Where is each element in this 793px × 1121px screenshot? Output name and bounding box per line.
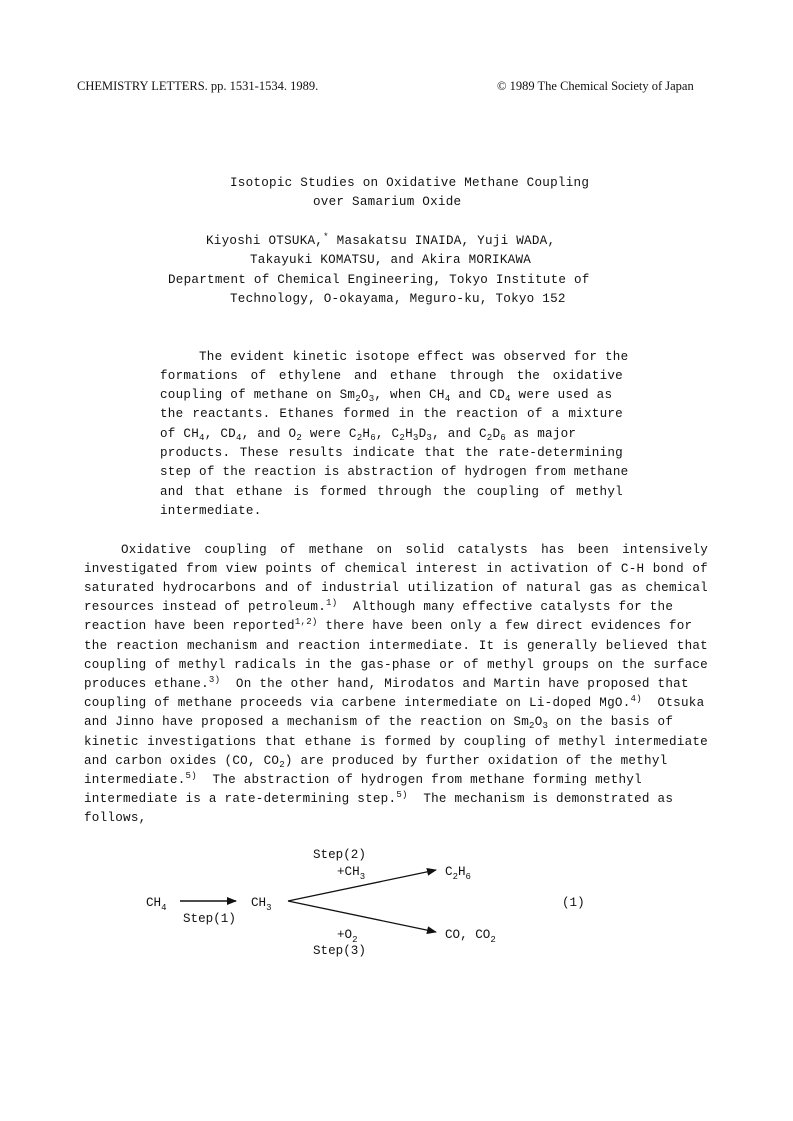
abstract-line: coupling of methane on $Sm_2O_3$, when $CH_4$ and $CD_4$ were used as — [160, 388, 613, 405]
body-line: the reaction mechanism and reaction intermediate. It is generally believed that — [84, 639, 708, 653]
body-line: coupling of methyl radicals in the gas-phase or of methyl groups on the surface — [84, 658, 708, 672]
reagent-o2: $+O_2$ — [337, 928, 358, 945]
abstract-line: step of the reaction is abstraction of hydrogen from methane — [160, 465, 629, 479]
product-co-co2: CO, $CO_2$ — [445, 928, 496, 945]
label-step-2: Step(2) — [313, 848, 366, 862]
reactant-ch4: $CH_4$ — [146, 896, 167, 913]
product-c2h6: $C_2H_6$ — [445, 865, 471, 882]
body-line: coupling of methane proceeds via carbene intermediate on Li-doped MgO.$^{4)}$ Otsuka — [84, 693, 705, 710]
paper-title-line-2: over Samarium Oxide — [313, 195, 462, 209]
body-line: Oxidative coupling of methane on solid catalysts has been intensively — [121, 543, 708, 557]
abstract-line: The evident kinetic isotope effect was observed for the — [199, 350, 629, 364]
abstract-line: and that ethane is formed through the coupling of methyl — [160, 485, 623, 499]
body-line: reaction have been reported$^{1,2)}$ there have been only a few direct evidences for — [84, 616, 693, 633]
journal-citation: CHEMISTRY LETTERS. pp. 1531-1534. 1989. — [77, 79, 319, 93]
reagent-ch3: $+CH_3$ — [337, 865, 366, 882]
intermediate-ch3: $CH_3$ — [251, 896, 272, 913]
abstract-line: the reactants. Ethanes formed in the reaction of a mixture — [160, 407, 623, 421]
copyright-notice: © 1989 The Chemical Society of Japan — [497, 79, 694, 93]
body-line: follows, — [84, 811, 147, 825]
body-line: kinetic investigations that ethane is formed by coupling of methyl intermediate — [84, 735, 708, 749]
authors-line-1: Kiyoshi OTSUKA,* Masakatsu INAIDA, Yuji WADA, — [206, 231, 556, 248]
abstract-line: intermediate. — [160, 504, 262, 518]
reference-mark: 3) — [208, 674, 221, 686]
body-line: saturated hydrocarbons and of industrial utilization of natural gas as chemical — [84, 581, 708, 595]
abstract-line: formations of ethylene and ethane through the oxidative — [160, 369, 623, 383]
reference-mark: 1) — [326, 597, 338, 609]
reference-mark: 4) — [630, 693, 642, 705]
corresponding-author-mark: * — [323, 231, 329, 243]
label-step-1: Step(1) — [183, 912, 236, 926]
body-line: and Jinno have proposed a mechanism of the reaction on $Sm_2O_3$ on the basis of — [84, 715, 674, 732]
label-step-3: Step(3) — [313, 944, 366, 958]
abstract-line: of $CH_4$, $CD_4$, and $O_2$ were $C_2H_6$, $C_2H_3D_3$, and $C_2D_6$ as major — [160, 427, 577, 444]
body-line: investigated from view points of chemical interest in activation of C-H bond of — [84, 562, 708, 576]
equation-number: (1) — [562, 896, 585, 910]
affiliation-line-1: Department of Chemical Engineering, Tokyo Institute of — [168, 273, 590, 287]
paper-title-line-1: Isotopic Studies on Oxidative Methane Coupling — [230, 176, 590, 190]
authors-line-2: Takayuki KOMATSU, and Akira MORIKAWA — [250, 253, 532, 267]
affiliation-line-2: Technology, O-okayama, Meguro-ku, Tokyo 152 — [230, 292, 566, 306]
reference-mark: 1,2) — [294, 616, 318, 628]
reference-mark: 5) — [185, 770, 197, 782]
abstract-line: products. These results indicate that the rate-determining — [160, 446, 623, 460]
body-line: and carbon oxides (CO, $CO_2$) are produced by further oxidation of the methyl — [84, 754, 668, 771]
body-line: intermediate is a rate-determining step.$^{5)}$ The mechanism is demonstrated as — [84, 789, 674, 806]
body-line: produces ethane.$^{3)}$ On the other hand, Mirodatos and Martin have proposed that — [84, 674, 689, 691]
body-line: intermediate.$^{5)}$ The abstraction of hydrogen from methane forming methyl — [84, 770, 642, 787]
arrow-step-3 — [288, 901, 436, 932]
reference-mark: 5) — [396, 789, 408, 801]
body-line: resources instead of petroleum.$^{1)}$ Although many effective catalysts for the — [84, 597, 674, 614]
